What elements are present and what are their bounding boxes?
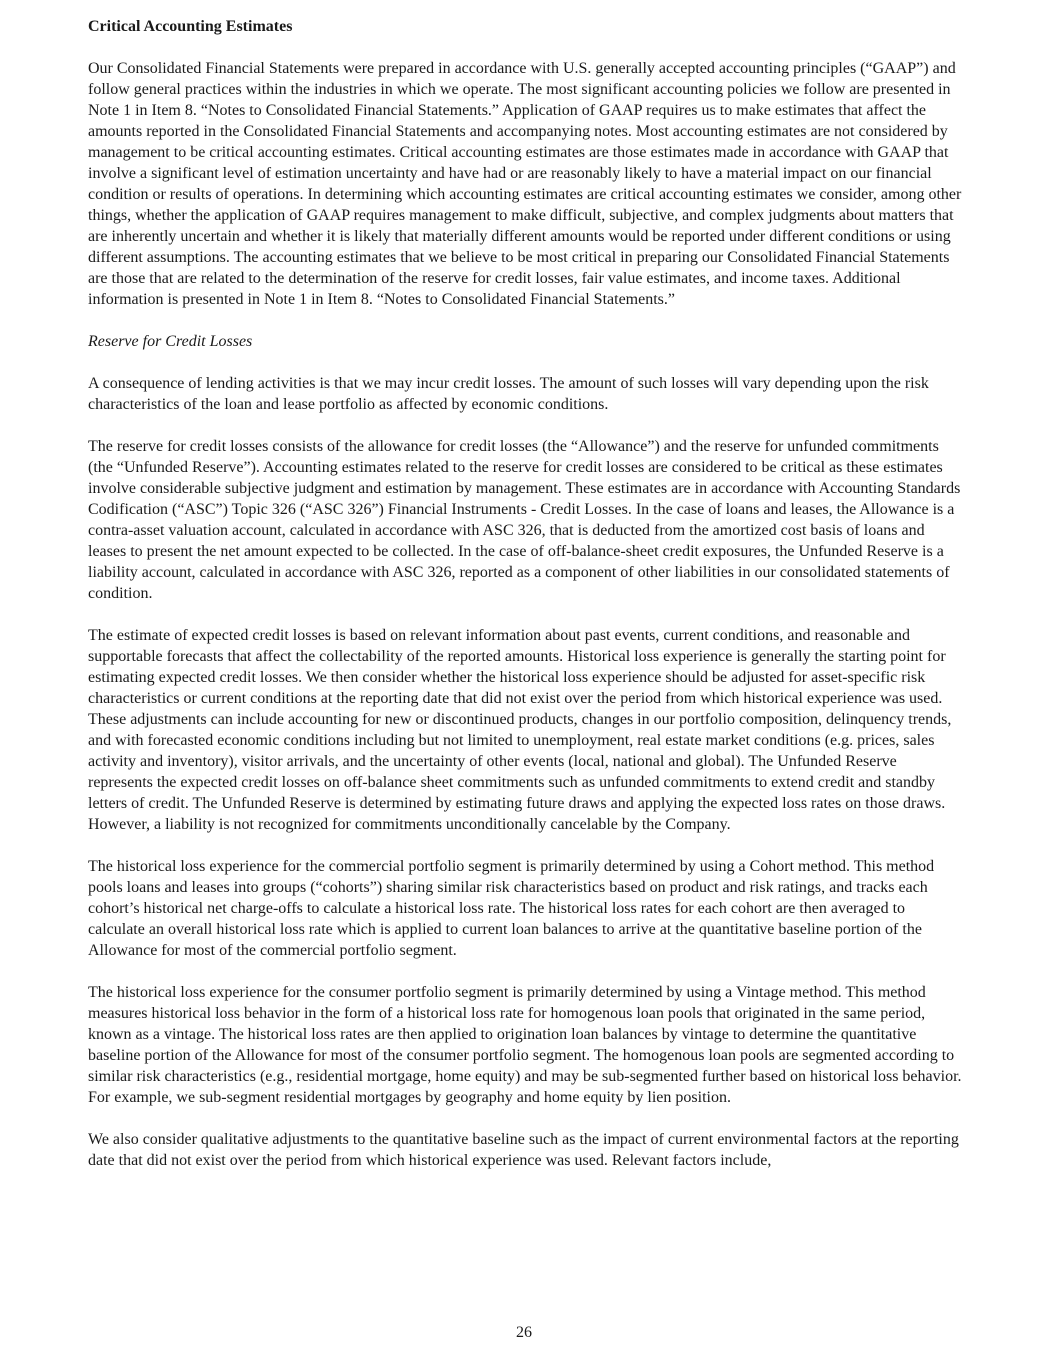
section-heading: Critical Accounting Estimates <box>88 18 293 35</box>
paragraph-consumer-vintage: The historical loss experience for the consumer portfolio segment is primarily determined by using a Vintage method. This method measures historical loss behavior in the form of a historical loss rate for homogenous loan pools that originated in the same period, known as a vintage. The historical loss rates are then applied to origination loan balances by vintage to determine the quantitative baseline portion of the Allowance for most of the consumer portfolio segment. The homogenous loan pools are segmented according to similar risk characteristics (e.g., residential mortgage, home equity) and may be sub-segmented further based on historical loss behavior. For example, we sub-segment residential mortgages by geography and home equity by lien position. <box>88 984 962 1106</box>
subsection-heading: Reserve for Credit Losses <box>88 333 253 350</box>
paragraph-expected-credit-losses: The estimate of expected credit losses is based on relevant information about past events, current conditions, and reasonable and supportable forecasts that affect the collectability of the reported amounts. Historical loss experience is generally the starting point for estimating expected credit losses. We then consider whether the historical loss experience should be adjusted for asset-specific risk characteristics or current conditions at the reporting date that did not exist over the period from which historical experience was used. These adjustments can include accounting for new or discontinued products, changes in our portfolio composition, delinquency trends, and with forecasted economic conditions including but not limited to unemployment, real estate market conditions (e.g. prices, sales activity and inventory), visitor arrivals, and the uncertainty of other events (local, national and global). The Unfunded Reserve represents the expected credit losses on off-balance sheet commitments such as unfunded commitments to extend credit and standby letters of credit. The Unfunded Reserve is determined by estimating future draws and applying the expected loss rates on those draws. However, a liability is not recognized for commitments unconditionally cancelable by the Company. <box>88 627 952 833</box>
page-number: 26 <box>516 1324 532 1341</box>
document-page <box>88 16 962 1192</box>
paragraph-lending-losses: A consequence of lending activities is that we may incur credit losses. The amount of such losses will vary depending upon the risk characteristics of the loan and lease portfolio as affected by economic conditions. <box>88 375 929 413</box>
paragraph-reserve-composition: The reserve for credit losses consists of the allowance for credit losses (the “Allowance”) and the reserve for unfunded commitments (the “Unfunded Reserve”). Accounting estimates related to the reserve for credit losses are considered to be critical as these estimates involve considerable subjective judgment and estimation by management. These estimates are in accordance with Accounting Standards Codification (“ASC”) Topic 326 (“ASC 326”) Financial Instruments - Credit Losses. In the case of loans and leases, the Allowance is a contra-asset valuation account, calculated in accordance with ASC 326, that is deducted from the amortized cost basis of loans and leases to present the net amount expected to be collected. In the case of off-balance-sheet credit exposures, the Unfunded Reserve is a liability account, calculated in accordance with ASC 326, reported as a component of other liabilities in our consolidated statements of condition. <box>88 438 961 602</box>
paragraph-commercial-cohort: The historical loss experience for the commercial portfolio segment is primarily determined by using a Cohort method. This method pools loans and leases into groups (“cohorts”) sharing similar risk characteristics based on product and risk ratings, and tracks each cohort’s historical net charge-offs to calculate a historical loss rate. The historical loss rates for each cohort are then averaged to calculate an overall historical loss rate which is applied to current loan balances to arrive at the quantitative baseline portion of the Allowance for most of the commercial portfolio segment. <box>88 858 935 959</box>
paragraph-qualitative-adjustments: We also consider qualitative adjustments to the quantitative baseline such as the impact of current environmental factors at the reporting date that did not exist over the period from which historical experience was used. Relevant factors include, <box>88 1131 959 1169</box>
intro-paragraph: Our Consolidated Financial Statements were prepared in accordance with U.S. generally accepted accounting principles (“GAAP”) and follow general practices within the industries in which we operate. The most significant accounting policies we follow are presented in Note 1 in Item 8. “Notes to Consolidated Financial Statements.” Application of GAAP requires us to make estimates that affect the amounts reported in the Consolidated Financial Statements and accompanying notes. Most accounting estimates are not considered by management to be critical accounting estimates. Critical accounting estimates are those estimates made in accordance with GAAP that involve a significant level of estimation uncertainty and have had or are reasonably likely to have a material impact on our financial condition or results of operations. In determining which accounting estimates are critical accounting estimates we consider, among other things, whether the application of GAAP requires management to make difficult, subjective, and complex judgments about matters that are inherently uncertain and whether it is likely that materially different amounts would be reported under different conditions or using different assumptions. The accounting estimates that we believe to be most critical in preparing our Consolidated Financial Statements are those that are related to the determination of the reserve for credit losses, fair value estimates, and income taxes. Additional information is presented in Note 1 in Item 8. “Notes to Consolidated Financial Statements.” <box>88 60 962 308</box>
